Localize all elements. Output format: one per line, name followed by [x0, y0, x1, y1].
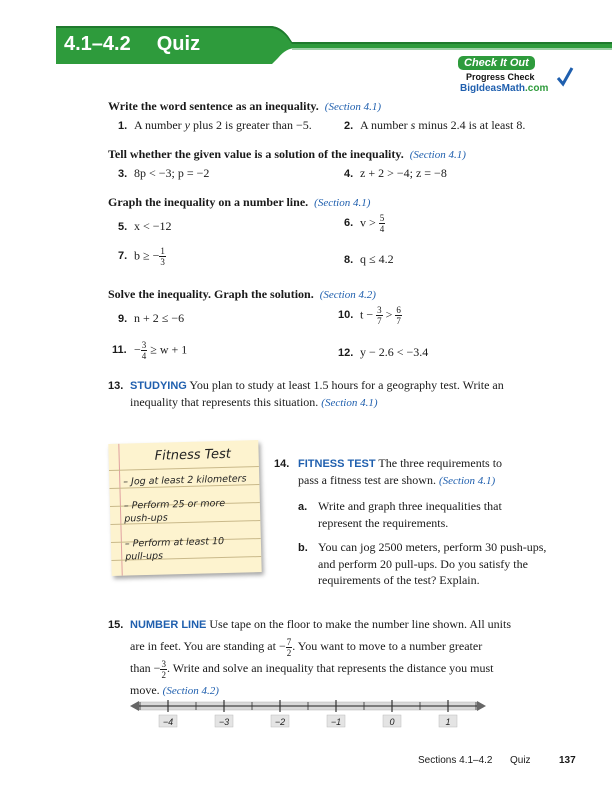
tick-label: −3: [218, 717, 230, 727]
problem-2: [344, 118, 525, 133]
note-margin-line: [118, 444, 122, 576]
section-ref: (Section 4.1): [409, 149, 466, 161]
numerator: 3: [377, 305, 382, 315]
problem-text: >: [385, 307, 393, 322]
numerator: 5: [379, 213, 385, 223]
problem-5: [118, 219, 172, 234]
problem-12: [338, 345, 428, 360]
problem-text: v >: [360, 215, 376, 230]
denominator: 4: [141, 351, 147, 361]
section-range: 4.1–4.2: [64, 33, 131, 55]
problem-text: −: [134, 342, 141, 357]
problem-text: than −: [130, 660, 161, 675]
problem-keyword: STUDYING: [130, 380, 187, 392]
problem-number: 13.: [108, 380, 124, 392]
problem-9: [118, 311, 184, 326]
problem-number: 5.: [118, 221, 128, 233]
problem-8: [344, 252, 394, 267]
problem-11: [112, 340, 187, 361]
badge-middle: Progress Check: [466, 72, 535, 82]
problem-number: 15.: [108, 619, 124, 631]
numerator: 3: [141, 340, 147, 350]
section-ref: (Section 4.2): [162, 684, 219, 697]
problem-text: are in feet. You are standing at −: [130, 639, 286, 653]
problem-text: ≥ w + 1: [150, 342, 188, 357]
problem-text: . Write and solve an inequality that represents the distance you must: [166, 660, 494, 675]
problem-text: x < −12: [134, 219, 172, 233]
note-item: – Jog at least 2 kilometers: [123, 473, 247, 488]
instruction-text: Solve the inequality. Graph the solution.: [108, 287, 314, 301]
problem-text: z + 2 > −4; z = −8: [360, 166, 447, 180]
problem-text: . You want to move to a number greater: [292, 639, 483, 653]
problem-number: 9.: [118, 313, 128, 325]
badge-bottom: [460, 83, 548, 94]
check-it-out-badge[interactable]: [448, 56, 578, 96]
problem-number: 7.: [118, 250, 128, 263]
footer-title: Quiz: [510, 755, 531, 766]
problem-text: represent the requirements.: [318, 516, 449, 530]
problem-7: [118, 246, 166, 267]
footer-section: Sections 4.1–4.2: [418, 755, 493, 766]
tick-label: −4: [162, 717, 174, 727]
problem-text: inequality that represents this situation.: [130, 395, 319, 409]
badge-bottom-main: BigIdeasMath: [460, 83, 526, 94]
instruction-3: [108, 195, 370, 210]
part-label: b.: [298, 542, 308, 554]
badge-top: Check It Out: [458, 56, 535, 70]
denominator: 7: [377, 316, 382, 326]
part-label: a.: [298, 501, 308, 513]
section-ref: (Section 4.2): [319, 289, 376, 301]
problem-3: [118, 166, 209, 181]
problem-text: b ≥ −: [134, 248, 160, 263]
checkmark-icon: [556, 66, 574, 88]
tick-label: 1: [445, 717, 451, 727]
note-item: – Perform 25 or more push-ups: [123, 497, 226, 525]
note-item-text: Perform 25 or more push-ups: [124, 497, 226, 525]
numerator: 7: [286, 636, 292, 647]
problem-number: 6.: [344, 217, 354, 230]
denominator: 3: [160, 257, 165, 267]
section-ref: (Section 4.1): [321, 397, 378, 409]
problem-10: [338, 305, 402, 326]
tick-label: −2: [274, 717, 286, 727]
problem-text: y − 2.6 < −3.4: [360, 345, 429, 359]
problem-text: pass a fitness test are shown.: [298, 473, 436, 487]
section-ref: (Section 4.1): [438, 475, 496, 487]
problem-number: 14.: [274, 458, 290, 470]
problem-14: [274, 455, 564, 588]
problem-text: Use tape on the floor to make the number line shown. All units: [209, 617, 512, 631]
note-item-text: Perform at least 10 pull-ups: [125, 535, 225, 563]
problem-text: minus 2.4 is at least 8.: [415, 118, 526, 132]
problem-text: The three requirements to: [378, 456, 503, 470]
numerator: 1: [160, 246, 165, 256]
problem-text: and perform 20 pull-ups. Do you satisfy the: [318, 557, 528, 571]
problem-text: 8p < −3; p = −2: [134, 166, 210, 180]
instruction-4: [108, 287, 376, 302]
problem-text: requirements of the test? Explain.: [318, 573, 480, 587]
problem-text: You plan to study at least 1.5 hours for a geography test. Write an: [189, 378, 504, 392]
problem-number: 12.: [338, 347, 354, 359]
instruction-2: [108, 147, 466, 162]
note-item-text: Jog at least 2 kilometers: [130, 473, 247, 488]
problem-text: You can jog 2500 meters, perform 30 push-ups,: [318, 540, 547, 554]
fraction: [376, 305, 383, 326]
tick-label: 0: [389, 717, 395, 727]
denominator: 4: [379, 224, 385, 234]
problem-variable: s: [410, 118, 416, 132]
fraction: [395, 305, 402, 326]
problem-number: 4.: [344, 168, 354, 180]
page-number: 137: [559, 755, 576, 766]
problem-text: move.: [130, 682, 160, 697]
problem-text: Write and graph three inequalities that: [318, 499, 502, 513]
problem-number: 10.: [338, 309, 354, 322]
note-rule: [109, 466, 259, 471]
section-ref: (Section 4.1): [314, 197, 371, 209]
tick-label: −1: [330, 717, 342, 727]
problem-number: 3.: [118, 168, 128, 180]
problem-text: q ≤ 4.2: [360, 252, 394, 266]
problem-6: [344, 213, 385, 234]
problem-text: A number: [134, 118, 185, 132]
problem-text: n + 2 ≤ −6: [134, 311, 185, 325]
fraction: [159, 246, 166, 267]
note-title: Fitness Test: [154, 446, 232, 464]
right-arrow-icon: [477, 701, 486, 711]
denominator: 2: [161, 669, 166, 680]
problem-keyword: FITNESS TEST: [298, 458, 376, 470]
problem-number: 11.: [112, 344, 127, 357]
problem-variable: y: [184, 118, 190, 132]
note-item: – Perform at least 10 pull-ups: [124, 535, 225, 563]
instruction-text: Tell whether the given value is a solution of the inequality.: [108, 147, 404, 161]
badge-bottom-suffix: .com: [525, 83, 549, 94]
problem-text: plus 2 is greater than −5.: [190, 118, 312, 132]
problem-4: [344, 166, 447, 181]
fitness-test-note: [108, 440, 261, 576]
numerator: 6: [396, 305, 401, 315]
left-arrow-icon: [130, 701, 139, 711]
problem-number: 1.: [118, 120, 128, 132]
numerator: 3: [161, 658, 166, 669]
problem-text: t −: [360, 307, 374, 322]
number-line: [128, 696, 488, 736]
problem-number: 8.: [344, 254, 354, 266]
problem-number: 2.: [344, 120, 354, 132]
problem-text: A number: [360, 118, 411, 132]
instruction-text: Graph the inequality on a number line.: [108, 195, 309, 209]
denominator: 7: [396, 316, 401, 326]
fraction: [141, 340, 148, 361]
section-ref: (Section 4.1): [324, 101, 381, 113]
instruction-text: Write the word sentence as an inequality.: [108, 99, 319, 113]
problem-keyword: NUMBER LINE: [130, 619, 207, 631]
header-title: [64, 29, 200, 59]
problem-15: [108, 614, 568, 702]
instruction-1: [108, 99, 381, 114]
problem-13: [108, 377, 548, 411]
quiz-title: Quiz: [156, 33, 201, 55]
fraction: [379, 213, 386, 234]
problem-1: [118, 118, 312, 133]
denominator: 2: [286, 647, 292, 658]
